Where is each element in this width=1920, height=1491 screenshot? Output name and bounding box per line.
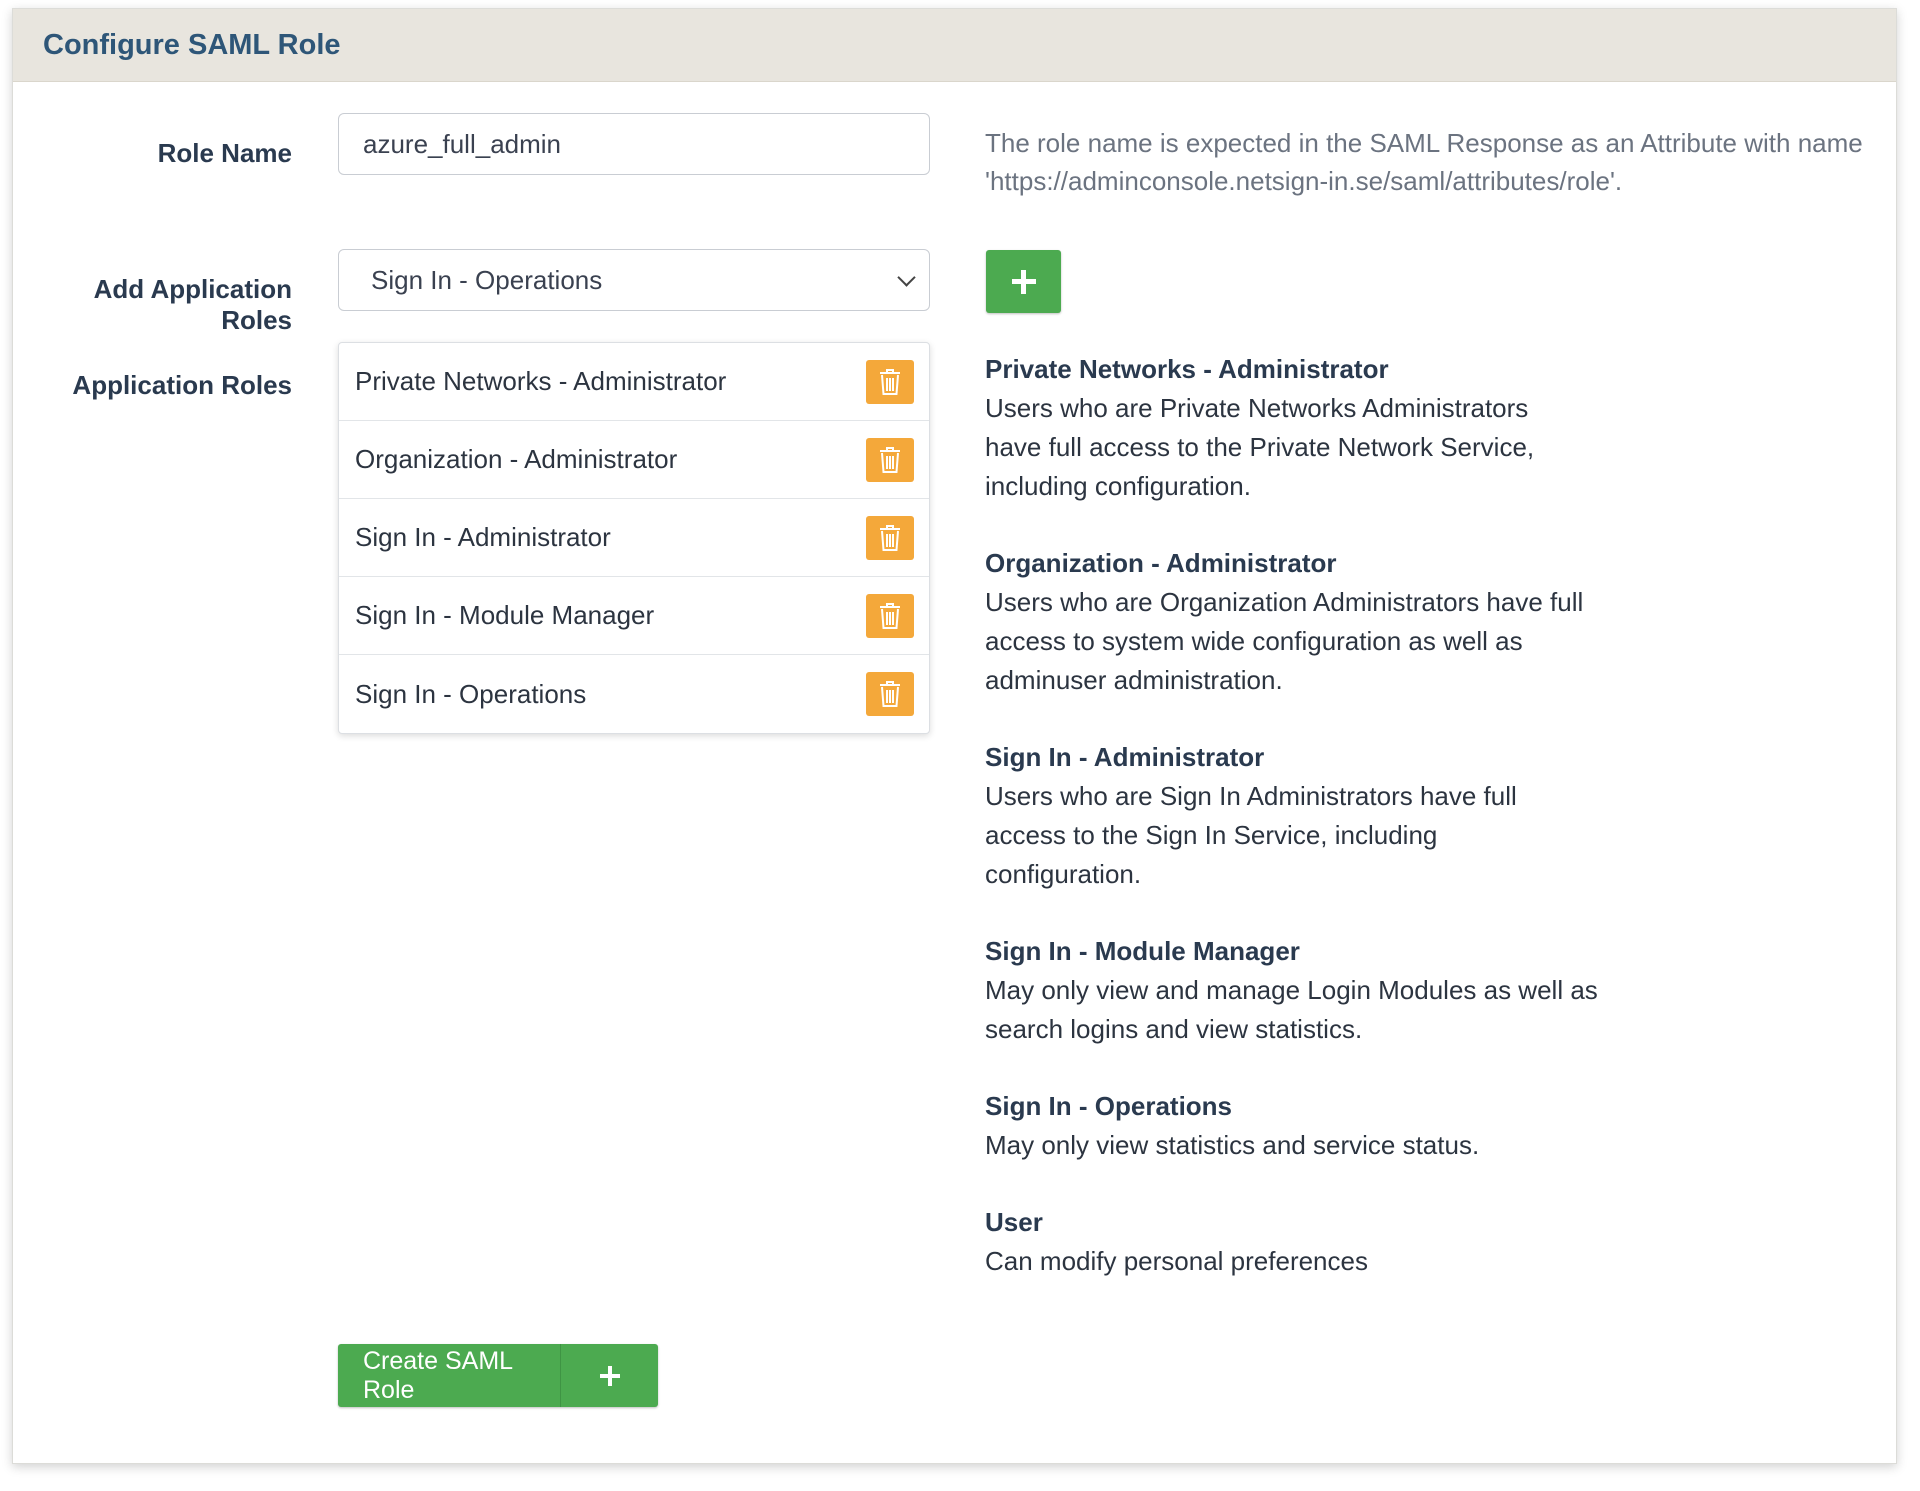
role-description-title: Sign In - Module Manager (985, 936, 1300, 966)
role-description-line: including configuration. (985, 471, 1251, 501)
application-role-item (339, 655, 929, 733)
role-name-help-text: The role name is expected in the SAML Response as an Attribute with name 'https://adminconsole.netsign-in.se/saml/attributes/role'. (985, 128, 1863, 196)
application-role-item (339, 343, 929, 421)
role-description-line: access to the Sign In Service, including (985, 820, 1438, 850)
application-role-label: Sign In - Administrator (355, 522, 611, 552)
role-description-line: May only view statistics and service status. (985, 1130, 1480, 1160)
role-name-value: azure_full_admin (363, 128, 562, 159)
panel-title: Configure SAML Role (13, 9, 1896, 82)
add-application-roles-label: Add Application Roles (93, 274, 292, 335)
delete-role-button[interactable] (866, 360, 914, 404)
trash-icon (878, 602, 902, 630)
role-description-line: Users who are Private Networks Administrators (985, 393, 1529, 423)
role-description-title: Sign In - Operations (985, 1091, 1233, 1121)
application-roles-label: Application Roles (72, 370, 292, 400)
application-role-item (339, 499, 929, 577)
role-description-line: May only view and manage Login Modules as well as (985, 975, 1598, 1005)
role-description (985, 1087, 1685, 1165)
application-roles-list (338, 342, 930, 734)
role-description-line: access to system wide configuration as well as (985, 626, 1523, 656)
add-application-roles-select[interactable] (338, 249, 930, 311)
create-saml-role-label: Create SAML Role (363, 1346, 513, 1404)
application-role-label: Sign In - Module Manager (355, 600, 655, 630)
configure-saml-role-panel (12, 8, 1897, 1464)
application-role-item (339, 577, 929, 655)
role-description-line: Users who are Sign In Administrators have full (985, 781, 1517, 811)
add-application-roles-selected: Sign In - Operations (371, 264, 603, 295)
application-role-item (339, 421, 929, 499)
role-description-title: Private Networks - Administrator (985, 354, 1389, 384)
role-name-input[interactable] (338, 113, 930, 175)
create-icon-area (561, 1344, 658, 1407)
application-role-label: Private Networks - Administrator (355, 366, 727, 396)
role-description-title: Organization - Administrator (985, 548, 1337, 578)
role-description-title: User (985, 1207, 1043, 1237)
trash-icon (878, 446, 902, 474)
application-role-label: Organization - Administrator (355, 444, 678, 474)
role-description-line: Users who are Organization Administrators have full (985, 587, 1584, 617)
role-description-line: have full access to the Private Network Service, (985, 432, 1535, 462)
role-description (985, 544, 1685, 700)
role-description (985, 932, 1685, 1049)
delete-role-button[interactable] (866, 516, 914, 560)
role-description (985, 1203, 1685, 1281)
delete-role-button[interactable] (866, 672, 914, 716)
delete-role-button[interactable] (866, 438, 914, 482)
role-description-line: configuration. (985, 859, 1142, 889)
role-descriptions (985, 350, 1685, 1319)
delete-role-button[interactable] (866, 594, 914, 638)
add-application-role-button[interactable] (986, 250, 1061, 313)
role-name-label: Role Name (157, 138, 292, 168)
trash-icon (878, 524, 902, 552)
trash-icon (878, 368, 902, 396)
role-description-line: adminuser administration. (985, 665, 1283, 695)
chevron-down-icon (897, 268, 915, 286)
role-description-line: search logins and view statistics. (985, 1014, 1363, 1044)
application-role-label: Sign In - Operations (355, 678, 587, 709)
trash-icon (878, 680, 902, 708)
role-description (985, 350, 1685, 506)
role-description (985, 738, 1685, 894)
create-saml-role-button[interactable] (338, 1344, 658, 1407)
role-description-line: Can modify personal preferences (985, 1246, 1368, 1276)
role-description-title: Sign In - Administrator (985, 742, 1265, 772)
